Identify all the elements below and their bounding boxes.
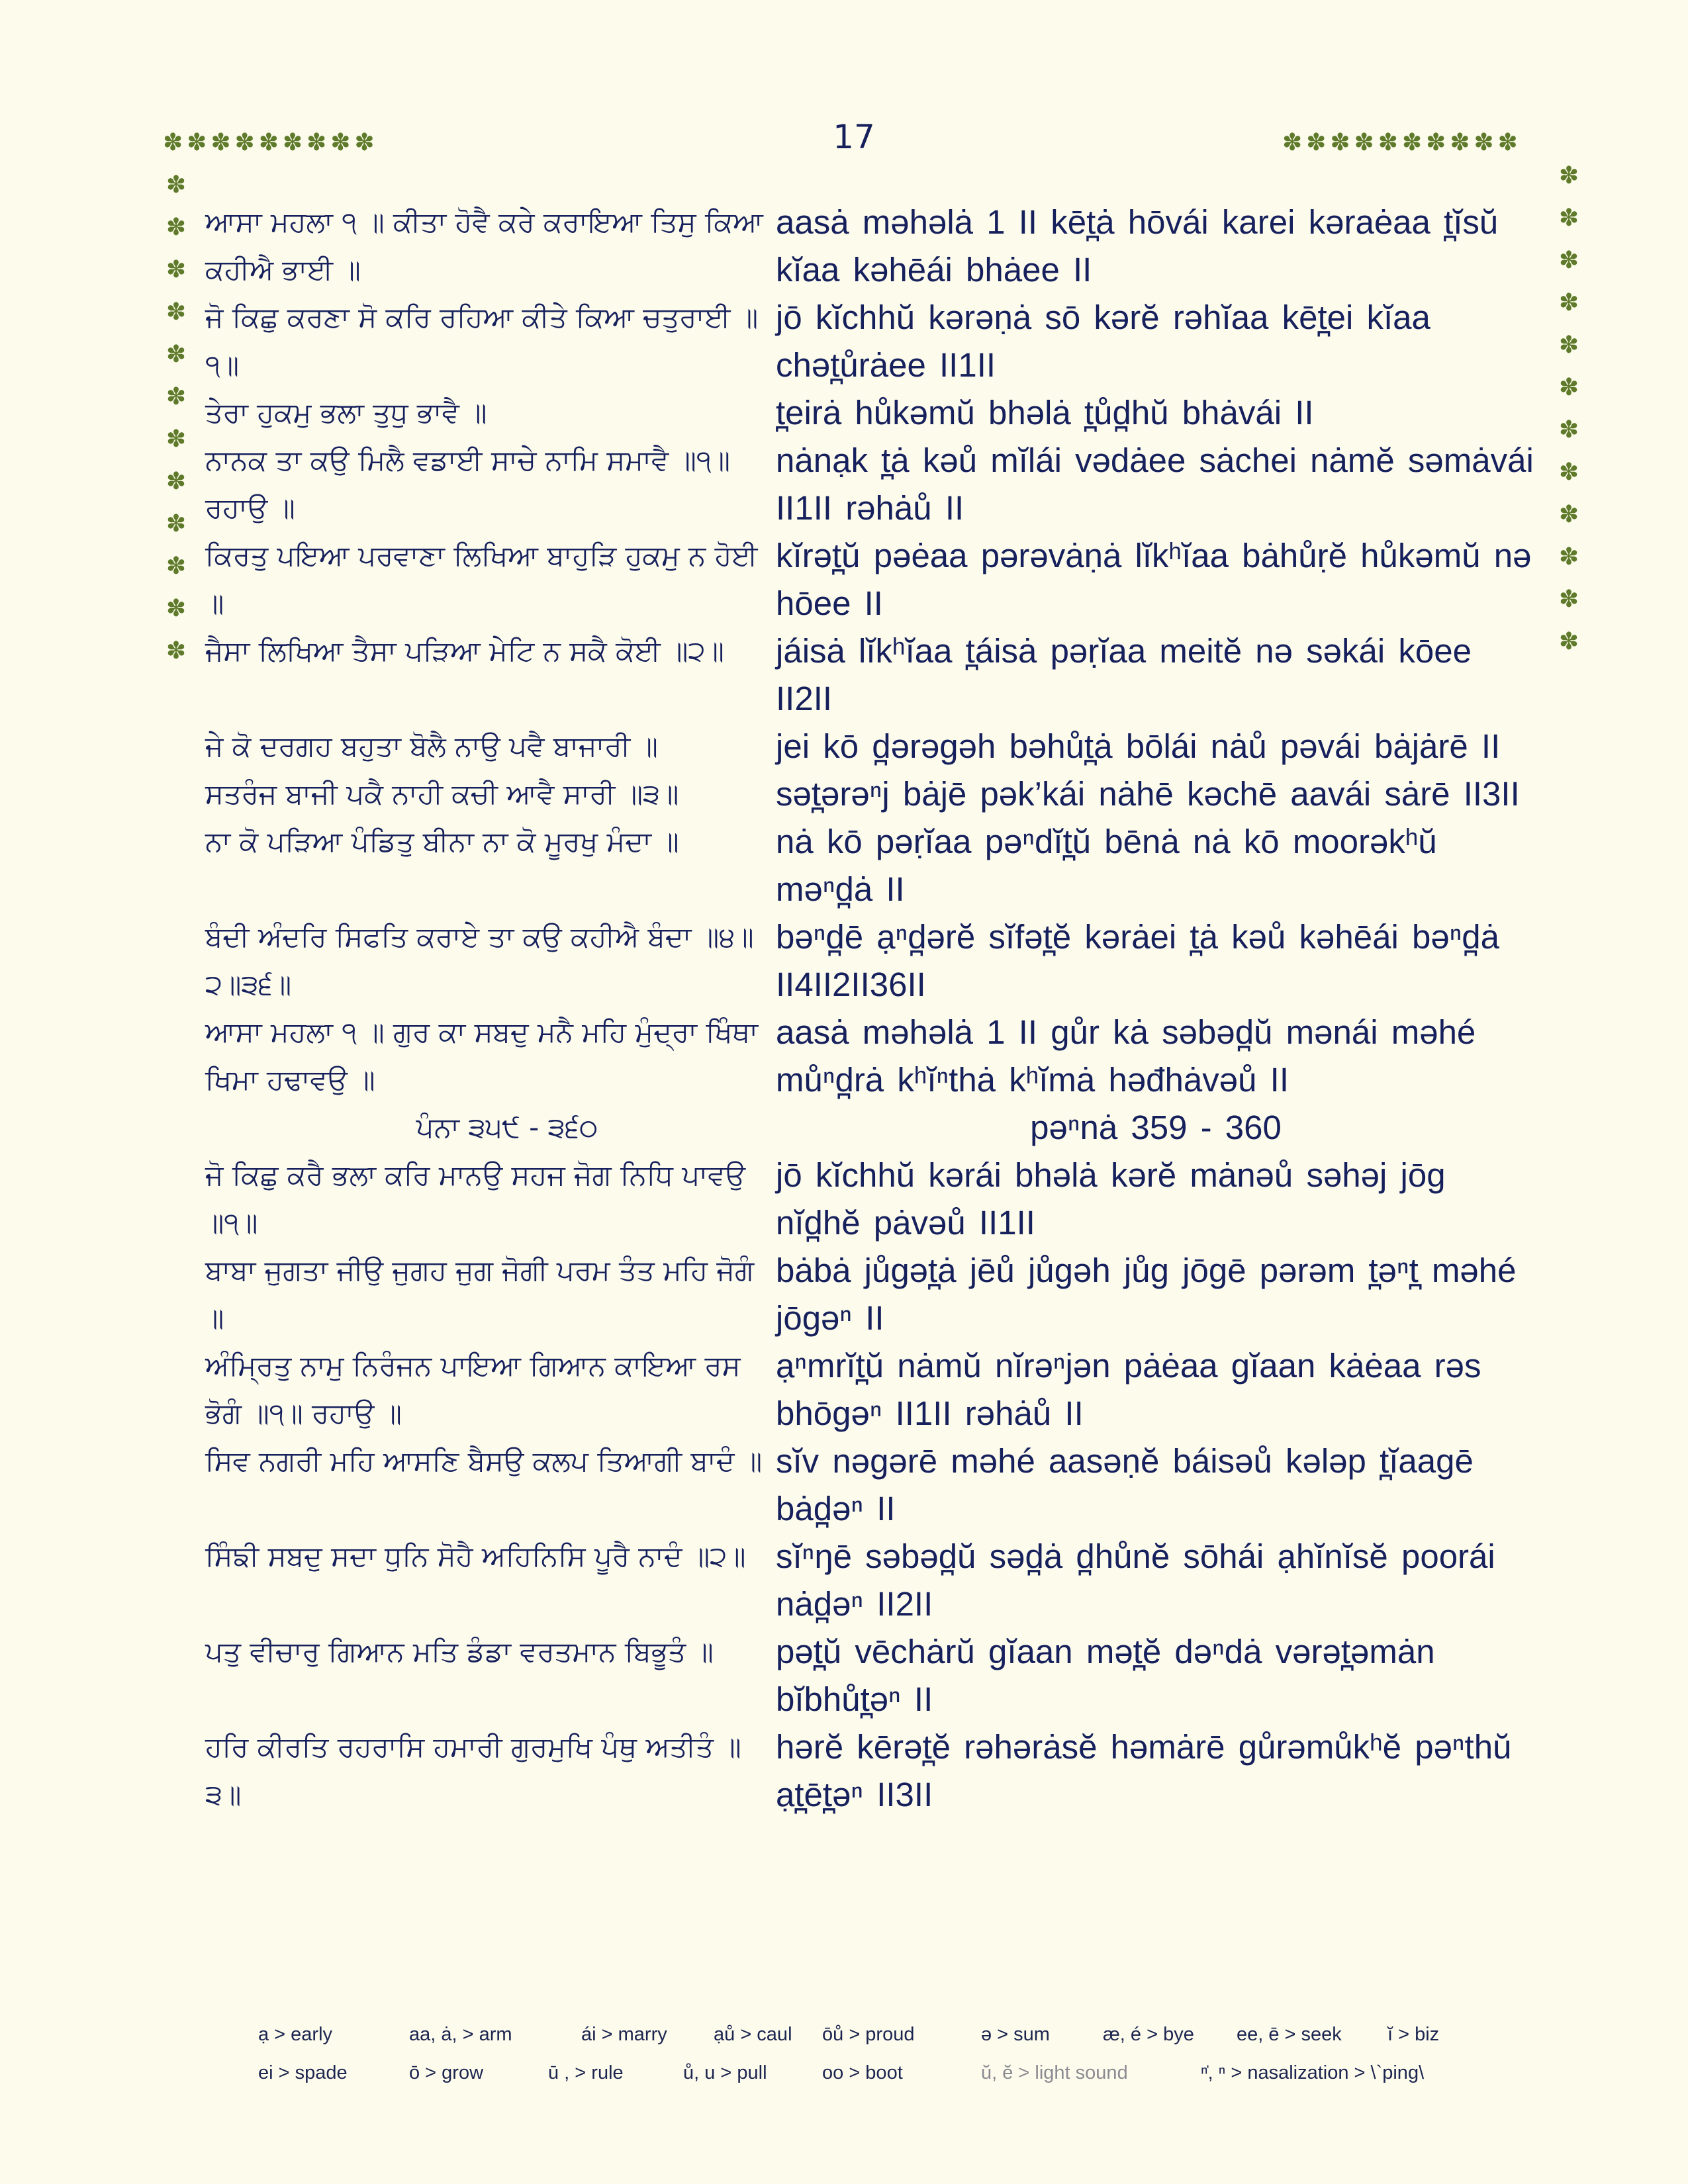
legend-item: ⁿ̍, ⁿ > nasalization > \`ping\ [1201, 2062, 1425, 2083]
flower-ornament-icon: ✽ [1558, 543, 1579, 570]
verse-row [205, 723, 1536, 770]
transliteration-line: kĭrət̪ŭ pəėaa pərəvȧṇȧ lĭkʰĭaa bȧhůṛĕ hůkəmŭ nə hōee II [776, 537, 1532, 622]
verse-row [205, 1247, 1536, 1342]
gurmukhi-line: ਅੰਮ੍ਰਿਤੁ ਨਾਮੁ ਨਿਰੰਜਨ ਪਾਇਆ ਗਿਆਨ ਕਾਇਆ ਰਸ ਭੋਗੰ ॥੧॥ ਰਹਾਉ ॥ [205, 1349, 741, 1430]
verse-row [205, 1342, 1536, 1437]
gurmukhi-line: ਪਤੁ ਵੀਚਾਰੁ ਗਿਆਨ ਮਤਿ ਡੰਡਾ ਵਰਤਮਾਨ ਬਿਭੂਤੰ ॥ [205, 1635, 714, 1668]
transliteration-line: aasȧ məhəlȧ 1 II gůr kȧ səbəd̪ŭ mənái məhé můⁿd̪rȧ kʰĭⁿthȧ kʰĭmȧ həđhȧvəů II [776, 1013, 1476, 1099]
flower-ornament-icon: ✽ [165, 426, 187, 453]
verse-row [205, 1723, 1536, 1819]
ornament-top-right [1282, 131, 1522, 155]
gurmukhi-line: ਸਤਰੰਜ ਬਾਜੀ ਪਕੈ ਨਾਹੀ ਕਚੀ ਆਵੈ ਸਾਰੀ ॥੩॥ [205, 778, 679, 810]
verse-row [205, 627, 1536, 723]
legend-item: ū , > rule [548, 2062, 624, 2083]
ornament-left-column [163, 173, 189, 682]
gurmukhi-line: ਬੰਦੀ ਅੰਦਰਿ ਸਿਫਤਿ ਕਰਾਏ ਤਾ ਕਉ ਕਹੀਐ ਬੰਦਾ ॥੪॥੨॥੩੬॥ [205, 921, 754, 1001]
flower-ornament-icon: ✽ [1401, 129, 1427, 156]
legend-item: oo > boot [822, 2062, 903, 2083]
flower-ornament-icon: ✽ [165, 171, 187, 199]
verse-row [205, 437, 1536, 532]
legend-item: ə > sum [981, 2024, 1050, 2045]
transliteration-line: ạⁿmrĭt̪ŭ nȧmŭ nĭrəⁿjən pȧėaa gĭaan kȧėaa rəs bhōgəⁿ II1II rəhȧů II [776, 1347, 1481, 1432]
flower-ornament-icon: ✽ [187, 129, 211, 156]
legend-row [258, 2024, 1516, 2062]
transliteration-line: sət̪ərəⁿj bȧjē pək’kái nȧhē kəchē aavái sȧrē II3II [776, 775, 1520, 813]
legend-item: ee, ē > seek [1237, 2024, 1342, 2045]
transliteration-line: sĭⁿŋē səbəd̪ŭ səd̪ȧ d̪hůnĕ sōhái ạhĭnĭsĕ poorái nȧd̪əⁿ II2II [776, 1537, 1495, 1623]
legend-item: ei > spade [258, 2062, 348, 2083]
transliteration-line: t̪eirȧ hůkəmŭ bhəlȧ t̪ůd̪hŭ bhȧvái II [776, 394, 1314, 432]
flower-ornament-icon: ✽ [165, 341, 187, 368]
flower-ornament-icon: ✽ [1558, 162, 1579, 189]
flower-ornament-icon: ✽ [1354, 129, 1378, 156]
gurmukhi-line: ਨਾ ਕੋ ਪੜਿਆ ਪੰਡਿਤੁ ਬੀਨਾ ਨਾ ਕੋ ਮੂਰਖੁ ਮੰਦਾ ॥ [205, 825, 679, 858]
flower-ornament-icon: ✽ [1330, 129, 1354, 156]
gurmukhi-line: ਬਾਬਾ ਜੁਗਤਾ ਜੀਉ ਜੁਗਹ ਜੁਗ ਜੋਗੀ ਪਰਮ ਤੰਤ ਮਹਿ ਜੋਗੰ ॥ [205, 1254, 755, 1334]
transliteration-line: hərĕ kērət̪ĕ rəhərȧsĕ həmȧrē gůrəmůkʰĕ pəⁿthŭ ạt̪ēt̪əⁿ II3II [776, 1728, 1512, 1813]
flower-ornament-icon: ✽ [165, 214, 187, 241]
flower-ornament-icon: ✽ [1558, 205, 1579, 232]
verse-row [205, 389, 1536, 437]
transliteration-line: bȧbȧ jůgət̪ȧ jēů jůgəh jůg jōgē pərəm t̪əⁿt̪ məhé jōgəⁿ II [776, 1251, 1517, 1337]
flower-ornament-icon: ✽ [165, 298, 187, 326]
gurmukhi-line: ਆਸਾ ਮਹਲਾ ੧ ॥ ਗੁਰ ਕਾ ਸਬਦੁ ਮਨੈ ਮਹਿ ਮੁੰਦ੍ਰਾ ਖਿੰਥਾ ਖਿਮਾ ਹਢਾਵਉ ॥ [205, 1016, 759, 1096]
flower-ornament-icon: ✽ [165, 637, 187, 664]
transliteration-line: jō kĭchhŭ kərəṇȧ sō kərĕ rəhĭaa kēt̪ei kĭaa chət̪ůrȧee II1II [776, 298, 1430, 384]
verse-row [205, 199, 1536, 294]
flower-ornament-icon: ✽ [1282, 129, 1307, 156]
flower-ornament-icon: ✽ [1306, 129, 1331, 156]
flower-ornament-icon: ✽ [1450, 129, 1474, 156]
flower-ornament-icon: ✽ [165, 383, 187, 410]
flower-ornament-icon: ✽ [165, 510, 187, 537]
transliteration-line: bəⁿd̪ē ạⁿd̪ərĕ sĭfət̪ĕ kərȧei t̪ȧ kəů kəhēái bəⁿd̪ȧ II4II2II36II [776, 918, 1500, 1003]
verse-row [205, 294, 1536, 389]
verse-row [205, 770, 1536, 818]
flower-ornament-icon: ✽ [1558, 501, 1579, 528]
gurmukhi-line: ਸਿਵ ਨਗਰੀ ਮਹਿ ਆਸਣਿ ਬੈਸਉ ਕਲਪ ਤਿਆਗੀ ਬਾਦੰ ॥ [205, 1445, 763, 1477]
flower-ornament-icon: ✽ [165, 595, 187, 622]
flower-ornament-icon: ✽ [1497, 129, 1522, 156]
ornament-top-left [163, 131, 379, 155]
legend-item: ŭ, ĕ > light sound [981, 2062, 1128, 2083]
legend-item: æ, é > bye [1103, 2024, 1194, 2045]
flower-ornament-icon: ✽ [211, 129, 235, 156]
flower-ornament-icon: ✽ [1426, 129, 1450, 156]
legend-item: ō > grow [409, 2062, 484, 2083]
transliteration-line: nȧnạk t̪ȧ kəů mĭlái vədȧee sȧchei nȧmĕ səmȧvái II1II rəhȧů II [776, 441, 1534, 527]
legend-item: aa, ȧ, > arm [409, 2024, 512, 2045]
flower-ornament-icon: ✽ [306, 129, 331, 156]
flower-ornament-icon: ✽ [258, 129, 283, 156]
verse-table [205, 199, 1536, 1819]
flower-ornament-icon: ✽ [1558, 416, 1579, 443]
transliteration-line: jáisȧ lĭkʰĭaa t̪áisȧ pəṛĭaa meitĕ nə səkái kōee II2II [776, 632, 1472, 717]
page-reference-gurmukhi: ਪੰਨਾ ੩੫੯ - ੩੬੦ [416, 1111, 598, 1144]
flower-ornament-icon: ✽ [354, 129, 379, 156]
legend-item: ạ > early [258, 2024, 333, 2045]
legend-item: ái > marry [581, 2024, 667, 2045]
flower-ornament-icon: ✽ [1558, 374, 1579, 401]
flower-ornament-icon: ✽ [330, 129, 355, 156]
verse-row [205, 913, 1536, 1009]
verse-row [205, 1628, 1536, 1723]
verse-row [205, 532, 1536, 627]
flower-ornament-icon: ✽ [165, 468, 187, 495]
gurmukhi-line: ਜੇ ਕੋ ਦਰਗਹ ਬਹੁਤਾ ਬੋਲੈ ਨਾਉ ਪਵੈ ਬਾਜਾਰੀ ॥ [205, 730, 658, 762]
transliteration-line: jō kĭchhŭ kərái bhəlȧ kərĕ mȧnəů səhəj jōg nĭd̪hĕ pȧvəů II1II [776, 1156, 1446, 1242]
pronunciation-legend [258, 2024, 1516, 2101]
page-reference-row [205, 1104, 1536, 1152]
gurmukhi-line: ਨਾਨਕ ਤਾ ਕਉ ਮਿਲੈ ਵਡਾਈ ਸਾਚੇ ਨਾਮਿ ਸਮਾਵੈ ॥੧॥ ਰਹਾਉ ॥ [205, 444, 731, 524]
legend-item: ōů > proud [822, 2024, 915, 2045]
transliteration-line: pət̪ŭ vēchȧrŭ gĭaan mət̪ĕ dəⁿdȧ vərət̪əmȧn bĭbhůt̪əⁿ II [776, 1633, 1435, 1718]
verse-row [205, 1152, 1536, 1247]
page-reference-translit: pəⁿnȧ 359 - 360 [1030, 1109, 1282, 1146]
legend-item: ạů > caul [714, 2024, 792, 2045]
flower-ornament-icon: ✽ [1474, 129, 1498, 156]
gurmukhi-line: ਆਸਾ ਮਹਲਾ ੧ ॥ ਕੀਤਾ ਹੋਵੈ ਕਰੇ ਕਰਾਇਆ ਤਿਸੁ ਕਿਆ ਕਹੀਐ ਭਾਈ ॥ [205, 206, 763, 286]
verse-row [205, 1533, 1536, 1628]
legend-row [258, 2062, 1516, 2101]
flower-ornament-icon: ✽ [165, 256, 187, 283]
flower-ornament-icon: ✽ [1558, 289, 1579, 316]
verse-row [205, 818, 1536, 913]
legend-item: ĭ > biz [1387, 2024, 1440, 2045]
transliteration-line: aasȧ məhəlȧ 1 II kēt̪ȧ hōvái karei kəraėaa t̪ĭsŭ kĭaa kəhēái bhȧee II [776, 203, 1499, 289]
transliteration-line: jei kō d̪ərəgəh bəhůt̪ȧ bōlái nȧů pəvái bȧjȧrē II [776, 727, 1501, 765]
verse-row [205, 1009, 1536, 1104]
flower-ornament-icon: ✽ [1558, 586, 1579, 613]
flower-ornament-icon: ✽ [165, 553, 187, 580]
page-number: 17 [833, 118, 875, 156]
flower-ornament-icon: ✽ [1558, 459, 1579, 486]
transliteration-line: nȧ kō pəṛĭaa pəⁿdĭt̪ŭ bēnȧ nȧ kō moorəkʰŭ məⁿd̪ȧ II [776, 823, 1437, 908]
legend-item: ů, u > pull [683, 2062, 767, 2083]
verse-row [205, 1437, 1536, 1533]
gurmukhi-line: ਜੋ ਕਿਛੁ ਕਰਣਾ ਸੋ ਕਰਿ ਰਹਿਆ ਕੀਤੇ ਕਿਆ ਚਤੁਰਾਈ ॥੧॥ [205, 301, 759, 381]
flower-ornament-icon: ✽ [1558, 628, 1579, 655]
gurmukhi-line: ਜੋ ਕਿਛੁ ਕਰੈ ਭਲਾ ਕਰਿ ਮਾਨਉ ਸਹਜ ਜੋਗ ਨਿਧਿ ਪਾਵਉ ॥੧॥ [205, 1159, 745, 1239]
flower-ornament-icon: ✽ [234, 129, 259, 156]
gurmukhi-line: ਕਿਰਤੁ ਪਇਆ ਪਰਵਾਣਾ ਲਿਖਿਆ ਬਾਹੁੜਿ ਹੁਕਮੁ ਨ ਹੋਈ ॥ [205, 539, 758, 619]
transliteration-line: sĭv nəgərē məhé aasəṇĕ báisəů kələp t̪ĭaagē bȧd̪əⁿ II [776, 1442, 1474, 1527]
gurmukhi-line: ਹਰਿ ਕੀਰਤਿ ਰਹਰਾਸਿ ਹਮਾਰੀ ਗੁਰਮੁਖਿ ਪੰਥੁ ਅਤੀਤੰ ॥੩॥ [205, 1731, 741, 1811]
flower-ornament-icon: ✽ [1558, 332, 1579, 359]
flower-ornament-icon: ✽ [282, 129, 307, 156]
gurmukhi-line: ਜੈਸਾ ਲਿਖਿਆ ਤੈਸਾ ਪੜਿਆ ਮੇਟਿ ਨ ਸਕੈ ਕੋਈ ॥੨॥ [205, 635, 724, 667]
flower-ornament-icon: ✽ [163, 129, 187, 156]
flower-ornament-icon: ✽ [1378, 129, 1402, 156]
gurmukhi-line: ਤੇਰਾ ਹੁਕਮੁ ਭਲਾ ਤੁਧੁ ਭਾਵੈ ॥ [205, 396, 487, 429]
flower-ornament-icon: ✽ [1558, 247, 1579, 274]
gurmukhi-line: ਸਿੰਙੀ ਸਬਦੁ ਸਦਾ ਧੁਨਿ ਸੋਹੈ ਅਹਿਨਿਸਿ ਪੂਰੈ ਨਾਦੰ ॥੨॥ [205, 1540, 746, 1572]
ornament-right-column [1556, 164, 1582, 672]
